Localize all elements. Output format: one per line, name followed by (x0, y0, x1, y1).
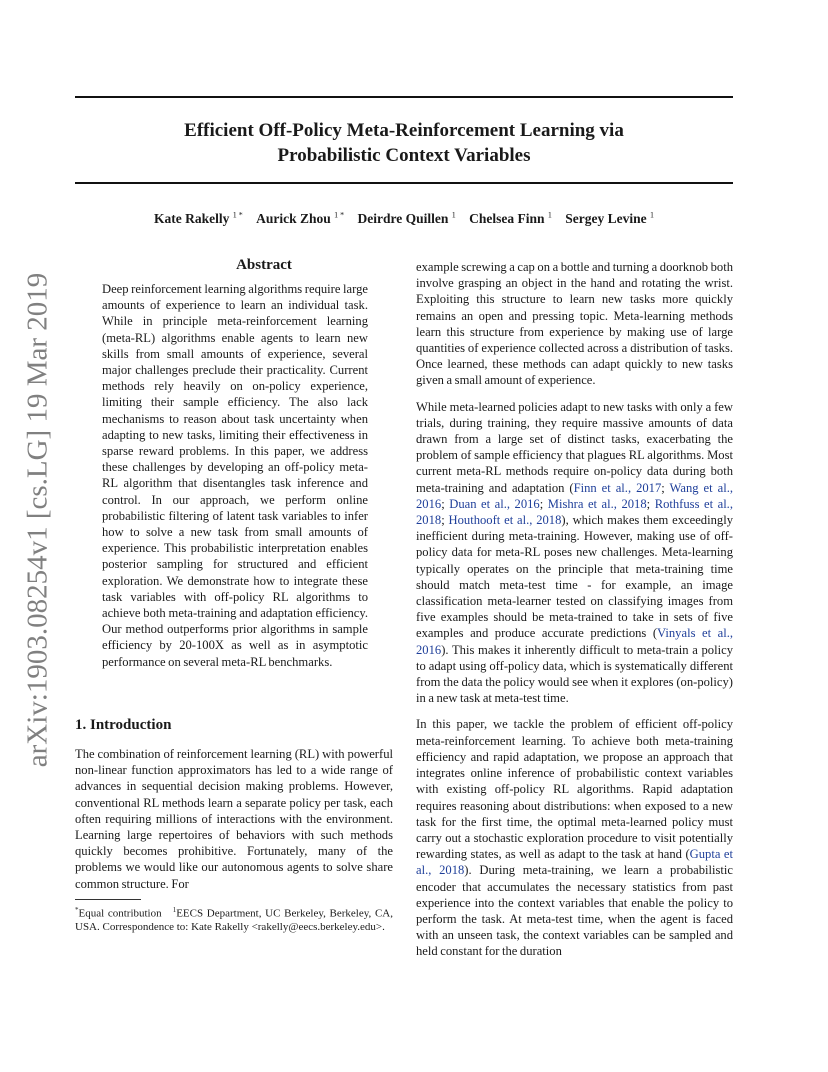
introduction-paragraph: The combination of reinforcement learning (RL) with powerful non-linear function approximators has led to a wide range of advances in sequential decision making problems. However, conventional RL methods learn a separate policy per task, each often requiring millions of interactions with the environment. Learning large repertoires of behaviors with such methods quickly becomes prohibitive. Fortunately, many of the problems we would like our autonomous agents to solve share common structure. For (75, 747, 393, 891)
paper-title (75, 118, 733, 168)
title-line-1: Efficient Off-Policy Meta-Reinforcement Learning via (184, 120, 624, 141)
footnote: *Equal contribution $^1$EECS Department, UC Berkeley, Berkeley, CA, USA. Correspondence to: Kate Rakelly <rakelly@eecs.berkeley.edu>. (75, 906, 394, 934)
abstract-text: Deep reinforcement learning algorithms require large amounts of experience to learn an individual task. While in principle meta-reinforcement learning (meta-RL) algorithms enable agents to learn new skills from small amounts of experience, several major challenges preclude their practicality. Current methods rely heavily on on-policy experience, limiting their sample efficiency. The also lack mechanisms to reason about task uncertainty when adapting to new tasks, limiting their effectiveness in sparse reward problems. In this paper, we address these challenges by developing an off-policy meta-RL algorithm that disentangles task inference and control. In our approach, we perform online probabilistic filtering of latent task variables to infer how to solve a new task from small amounts of experience. This probabilistic interpretation enables posterior sampling for structured and efficient exploration. We demonstrate how to integrate these task variables with off-policy RL algorithms to achieve both meta-training and adaptation efficiency. Our method outperforms prior algorithms in sample efficiency by 20-100X as well as in asymptotic performance on several meta-RL benchmarks. (102, 282, 368, 669)
author: Chelsea Finn $^1$ (469, 210, 552, 226)
arxiv-identifier: arXiv:1903.08254v1 [cs.LG] 19 Mar 2019 (21, 272, 54, 768)
title-bottom-rule (75, 182, 733, 184)
title-line-2: Probabilistic Context Variables (277, 145, 531, 166)
footnote-rule (75, 899, 141, 900)
right-paragraph-3: In this paper, we tackle the problem of efficient off-policy meta-reinforcement learning. To achieve both meta-training efficiency and rapid adaptation, we propose an approach that integrates online inference of probabilistic context variables with existing off-policy RL algorithms. Rapid adaptation requires reasoning about distributions: when exposed to a new task for the first time, the optimal meta-learned policy must carry out a stochastic exploration procedure to visit potentially rewarding states, as well as adapt to the task at hand (Gupta et al., 2018). During meta-training, we learn a probabilistic encoder that accumulates the necessary statistics from past experience into the context variables that enable the policy to perform the task. At meta-test time, when the agent is faced with an unseen task, the context variables can be sampled and held constant for the duration (416, 717, 733, 959)
citation-link[interactable]: Gupta et al., 2018 (416, 847, 733, 878)
introduction-heading: 1. Introduction (75, 717, 172, 733)
citation-link[interactable]: Finn et al., 2017 (573, 480, 662, 495)
title-top-rule (75, 96, 733, 98)
citation-link[interactable]: Wang et al., 2016 (416, 480, 733, 511)
author: Aurick Zhou $^{1 *}$ (256, 210, 345, 226)
citation-link[interactable]: Vinyals et al., 2016 (416, 626, 733, 657)
citation-link[interactable]: Mishra et al., 2018 (547, 496, 647, 511)
author-list (75, 210, 733, 227)
citation-link[interactable]: Duan et al., 2016 (449, 496, 540, 511)
citation-link[interactable]: Houthooft et al., 2018 (448, 513, 562, 528)
citation-link[interactable]: Rothfuss et al., 2018 (416, 496, 733, 528)
right-column (416, 259, 733, 970)
right-paragraph-1: example screwing a cap on a bottle and turning a doorknob both involve grasping an object in the hand and rotating the wrist. Exploiting this structure to learn new tasks more quickly remains an open and pressing topic. Meta-learning methods learn this structure from experience by making use of large quantities of experience collected across a distribution of tasks. Once learned, these methods can adapt quickly to new tasks given a small amount of experience. (416, 260, 733, 388)
right-paragraph-2: While meta-learned policies adapt to new tasks with only a few trials, during training, they require massive amounts of data drawn from a large set of distinct tasks, exacerbating the problem of sample efficiency that plagues RL algorithms. Most current meta-RL methods require on-policy data during both meta-training and adaptation (Finn et al., 2017; Wang et al., 2016; Duan et al., 2016; Mishra et al., 2018; Rothfuss et al., 2018; Houthooft et al., 2018), which makes them exceedingly inefficient during meta-training. However, making use of off-policy data for meta-RL poses new challenges. Meta-learning typically operates on the principle that meta-training time should match meta-test time - for example, an image classification meta-learner tested on classifying images from five examples should be meta-trained to take in sets of five examples and produce accurate predictions (Vinyals et al., 2016). This makes it inherently difficult to meta-train a policy to adapt using off-policy data, which is systematically different from the data the policy would see when it explores (on-policy) in a new task at meta-test time. (416, 399, 733, 706)
abstract-heading: Abstract (236, 257, 292, 273)
author: Deirdre Quillen $^1$ (357, 210, 456, 226)
author: Kate Rakelly $^{1 *}$ (153, 210, 243, 226)
author: Sergey Levine $^1$ (565, 210, 655, 226)
